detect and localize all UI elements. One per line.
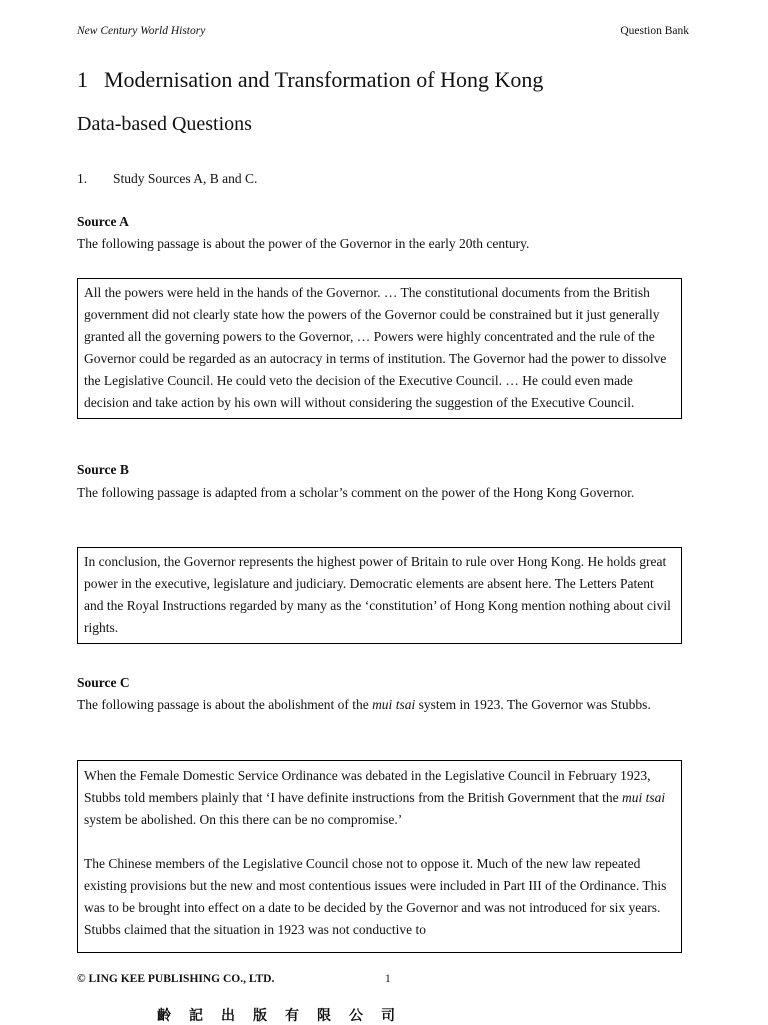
source-c-paragraph-1 [84, 765, 675, 831]
source-a-box [77, 278, 682, 419]
chapter-title: Modernisation and Transformation of Hong Kong [104, 67, 544, 92]
source-c-p1-text: When the Female Domestic Service Ordinance was debated in the Legislative Council in February 1923, Stubbs told members plainly that ‘I have definite instructions from the British Government that the [84, 768, 651, 805]
mui-tsai-term: mui tsai [372, 697, 416, 712]
source-b-label: Source B [77, 462, 129, 477]
running-header-book-title: New Century World History [77, 25, 206, 37]
question-text: Study Sources A, B and C. [113, 171, 258, 186]
section-title: Data-based Questions [77, 113, 252, 135]
question-stem [77, 171, 257, 187]
chapter-heading [77, 67, 543, 93]
source-a-text: All the powers were held in the hands of the Governor. … The constitutional documents from the British government did not clearly state how the powers of the Governor could be constrained but it just generally granted all the governing powers to the Governor, … Powers were highly concentrated and the rule of the Governor could be regarded as an autocracy in terms of institution. The Governor had the power to dissolve the Legislative Council. He could veto the decision of the Executive Council. … He could even made decision and take action by his own will without considering the suggestion of the Executive Council. [84, 285, 667, 410]
chapter-number: 1 [77, 67, 88, 92]
source-c-box [77, 760, 682, 953]
source-c-label: Source C [77, 675, 130, 690]
source-a-intro: The following passage is about the power of the Governor in the early 20th century. [77, 236, 530, 251]
source-c-paragraph-2: The Chinese members of the Legislative Council chose not to oppose it. Much of the new law repeated existing provisions but the new and most contentious issues were included in Part III of the Ordinance. This was to be brought into effect on a date to be decided by the Governor and was not introduced for six years. Stubbs claimed that the situation in 1923 was not conductive to [84, 856, 667, 937]
footer-publisher: © LING KEE PUBLISHING CO., LTD. [77, 973, 275, 985]
footer-publisher-chinese: 齡記出版有限公司 [157, 1009, 413, 1024]
question-number: 1. [77, 171, 88, 186]
source-a-label: Source A [77, 214, 129, 229]
source-b-intro: The following passage is adapted from a scholar’s comment on the power of the Hong Kong Governor. [77, 485, 635, 500]
source-c-intro-text-end: system in 1923. The Governor was Stubbs. [415, 697, 651, 712]
mui-tsai-term: mui tsai [622, 790, 666, 805]
running-header-section-label: Question Bank [620, 25, 689, 37]
page-number: 1 [385, 973, 391, 985]
source-b-text: In conclusion, the Governor represents the highest power of Britain to rule over Hong Kong. He holds great power in the executive, legislature and judiciary. Democratic elements are absent here. The Letters Patent and the Royal Instructions regarded by many as the ‘constitution’ of Hong Kong mention nothing about civil rights. [84, 554, 671, 635]
source-c-intro-text: The following passage is about the abolishment of the [77, 697, 373, 712]
source-c-p1-text-end: system be abolished. On this there can be no compromise.’ [84, 812, 403, 827]
source-b-box [77, 547, 682, 644]
source-c-intro [77, 694, 692, 716]
